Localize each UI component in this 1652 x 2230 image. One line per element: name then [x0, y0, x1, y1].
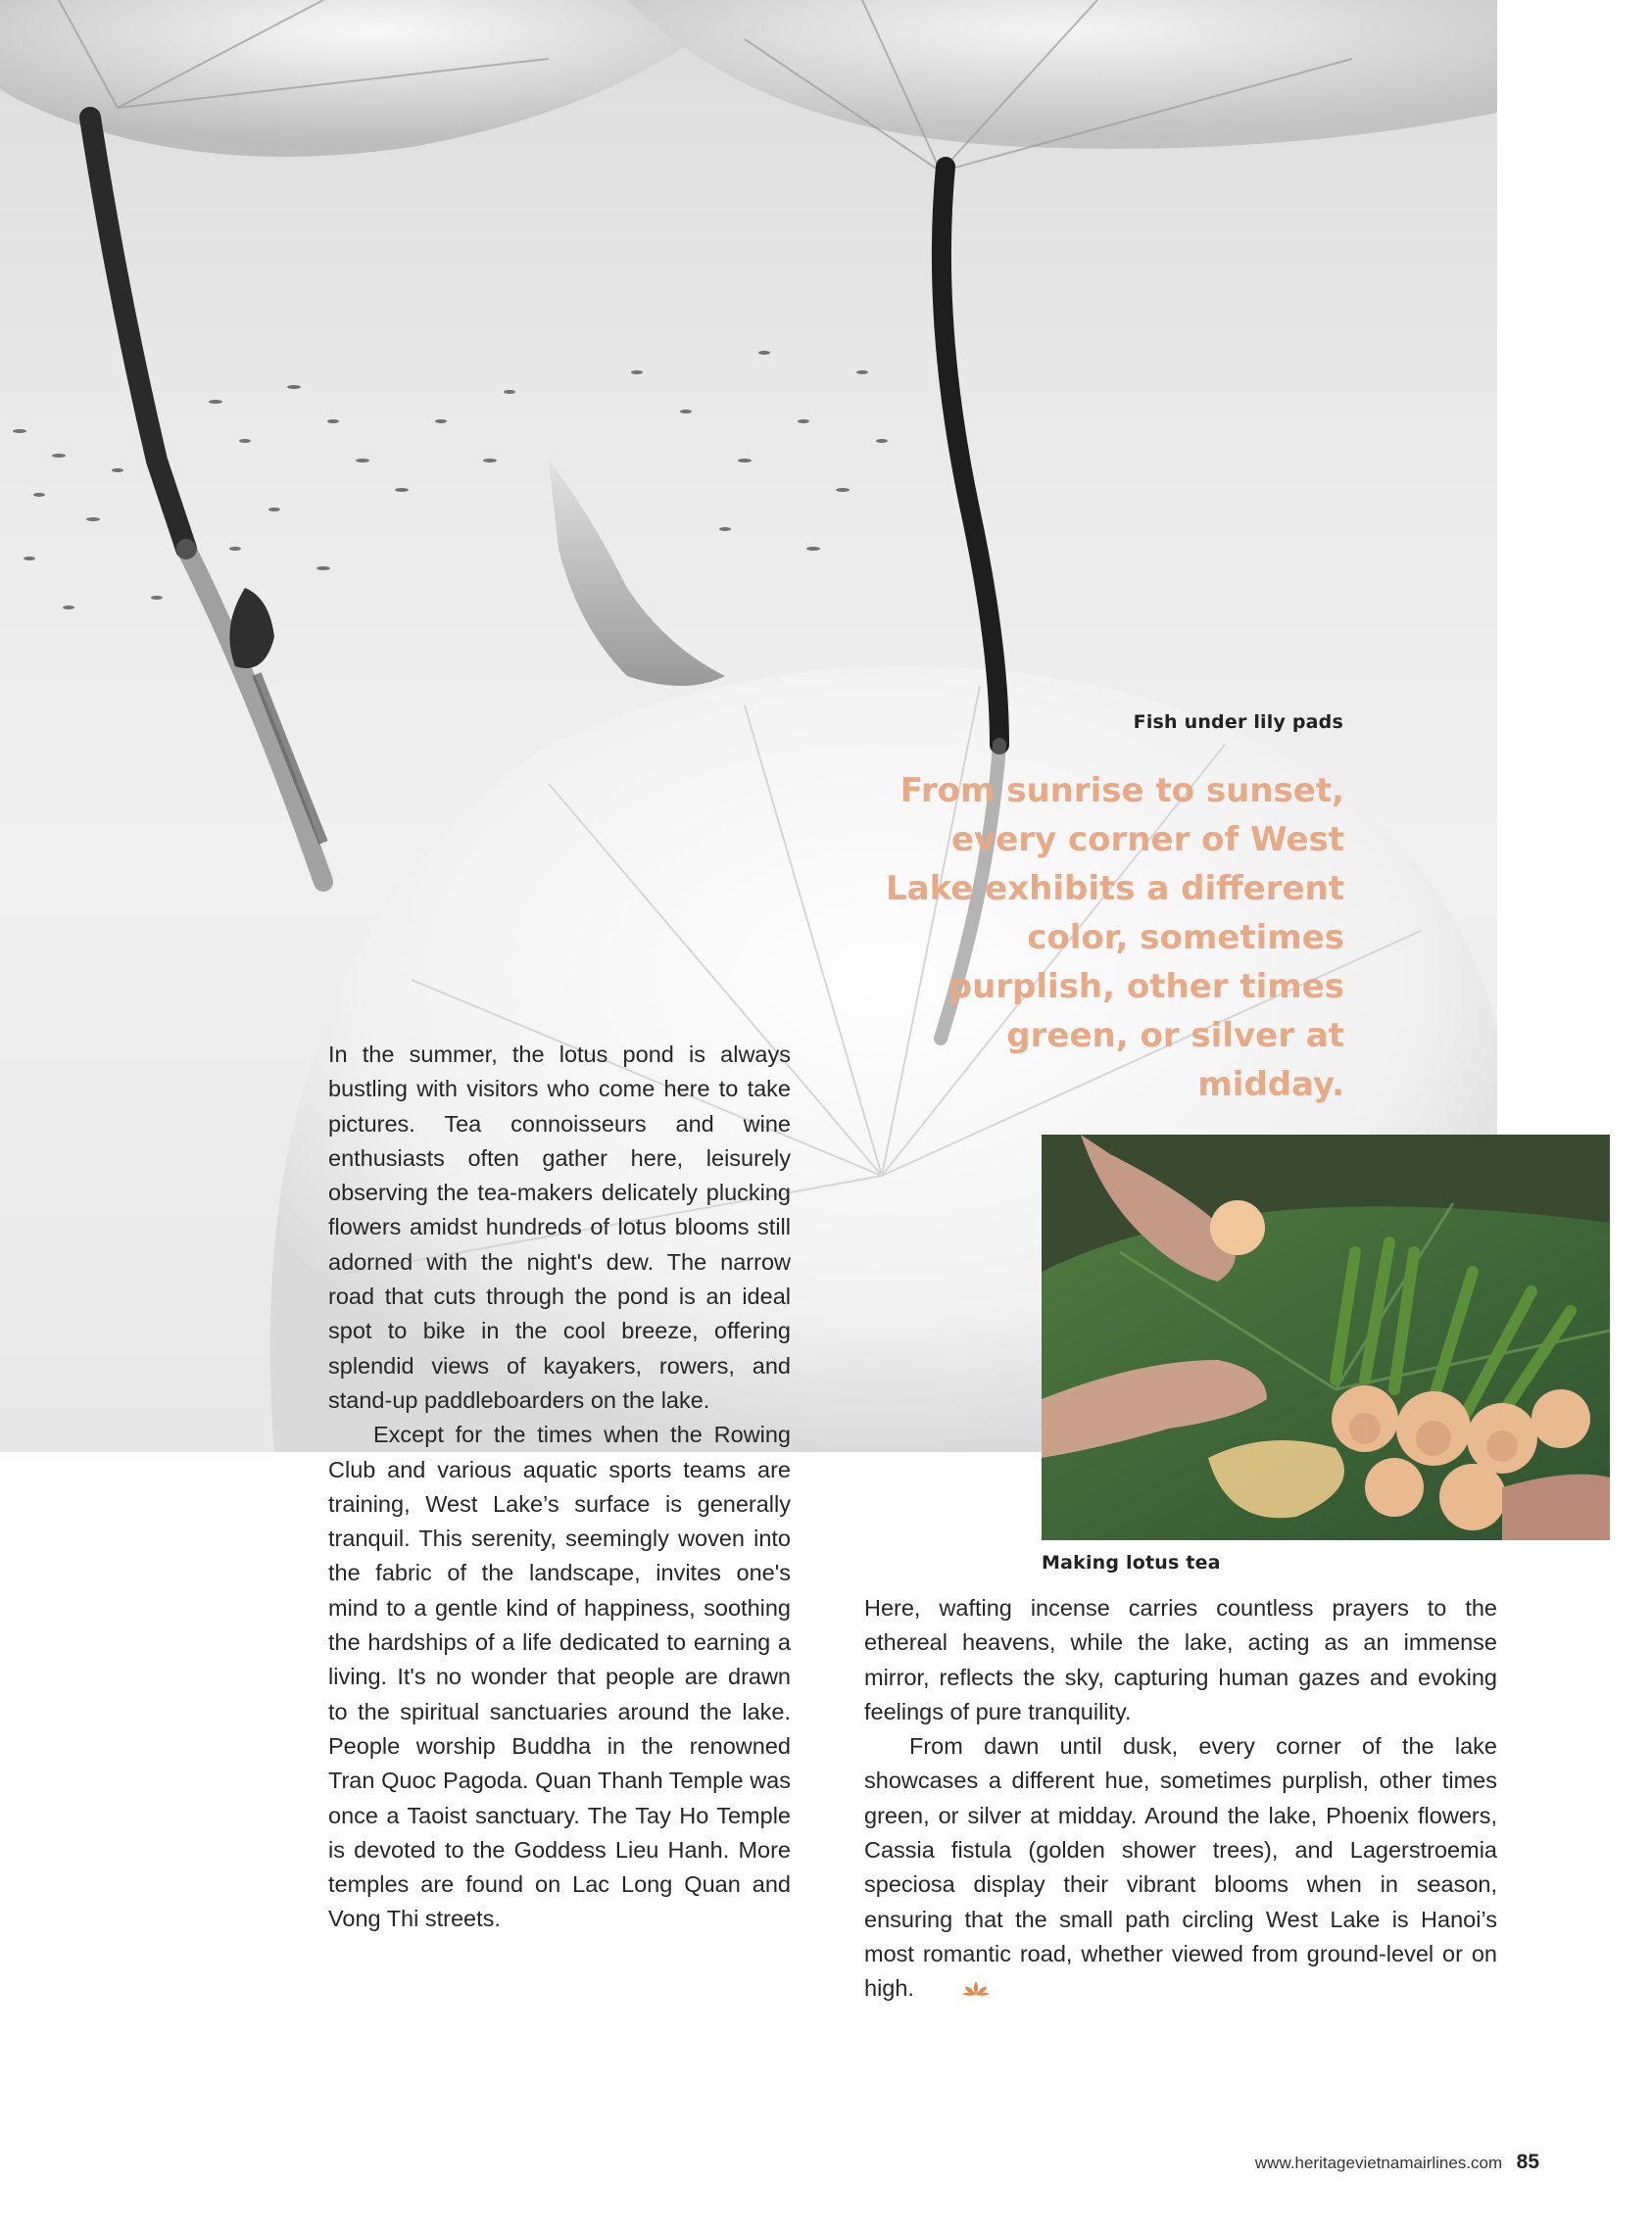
lotus-end-mark-icon [916, 1974, 991, 2009]
article-paragraph: Except for the times when the Rowing Club and various aquatic sports teams are training, West Lake’s surface is generally tranquil. This serenity, seemingly woven into the fabric of the landscape, invites one's mind to a gentle kind of happiness, soothing the hardships of a life dedicated to earning a living. It's no wonder that people are drawn to the spiritual sanctuaries around the lake. People worship Buddha in the renowned Tran Quoc Pagoda. Quan Thanh Temple was once a Taoist sanctuary. The Tay Ho Temple is devoted to the Goddess Lieu Hanh. More temples are found on Lac Long Quan and Vong Thi streets. [328, 1422, 791, 1932]
article-column-right [864, 1591, 1497, 2010]
lotus-tea-photo [1042, 1135, 1610, 1540]
footer-website-url: www.heritagevietnamairlines.com [1254, 2154, 1503, 2172]
article-paragraph: Here, wafting incense carries countless prayers to the ethereal heavens, while the lake, acting as an immense mirror, reflects the sky, capturing human gazes and evoking feelings of pure tranquility. [864, 1595, 1497, 1724]
lotus-tea-photo-caption: Making lotus tea [1042, 1552, 1221, 1574]
article-paragraph-last [864, 1729, 1497, 2009]
page-number: 85 [1516, 2151, 1539, 2173]
pull-quote: From sunrise to sunset, every corner of West Lake exhibits a different color, sometimes purplish, other times green, or silver at midday. [885, 771, 1344, 1104]
lotus-tea-illustration [1042, 1135, 1610, 1540]
article-paragraph: In the summer, the lotus pond is always bustling with visitors who come here to take pictures. Tea connoisseurs and wine enthusiasts often gather here, leisurely observing the tea-makers delicately plucking flowers amidst hundreds of lotus blooms still adorned with the night's dew. The narrow road that cuts through the pond is an ideal spot to bike in the cool breeze, offering splendid views of kayakers, rowers, and stand-up paddleboarders on the lake. [328, 1042, 791, 1413]
hero-photo-caption: Fish under lily pads [1133, 711, 1343, 733]
article-column-left [328, 1038, 791, 1937]
page-footer [1255, 2151, 1539, 2174]
article-paragraph-text: From dawn until dusk, every corner of the lake showcases a different hue, sometimes purplish, other times green, or silver at midday. Around the lake, Phoenix flowers, Cassia fistula (golden shower trees), and Lagerstroemia speciosa display their vibrant blooms when in season, ensuring that the small path circling West Lake is Hanoi’s most romantic road, whether viewed from ground-level or on high. [864, 1733, 1497, 2002]
